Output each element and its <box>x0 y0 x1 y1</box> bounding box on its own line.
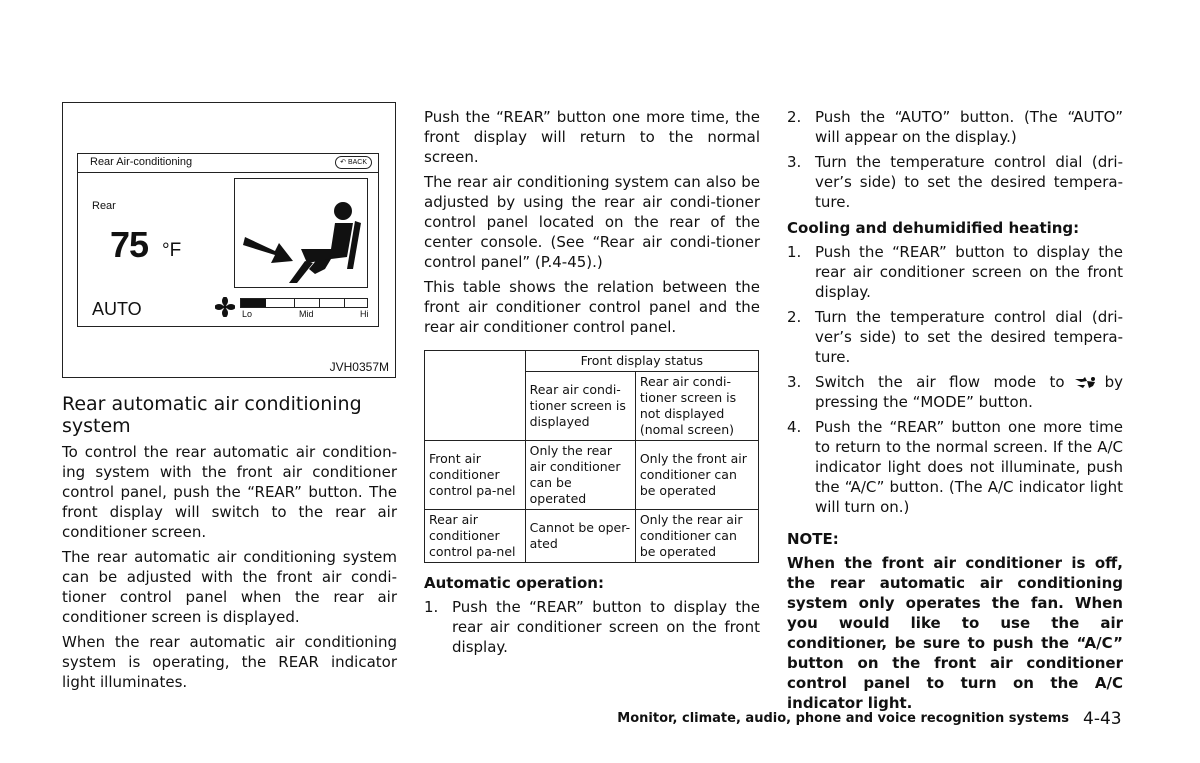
paragraph: To control the rear automatic air condition-ing system with the front air conditioner control panel, push the “REAR” button. The front display will switch to the rear air conditioner screen. <box>62 443 397 541</box>
seat-airflow-icon <box>235 179 366 286</box>
list-item <box>787 417 1123 517</box>
table-cell: Only the front air conditioner can be operated <box>635 441 758 510</box>
automatic-steps-continued <box>787 107 1123 212</box>
note-label: NOTE: <box>787 530 839 548</box>
rear-ac-screen-figure <box>62 102 396 378</box>
back-button <box>335 156 372 169</box>
list-item <box>787 152 1123 212</box>
column-1 <box>62 442 397 697</box>
paragraph: Push the “REAR” button one more time, the front display will return to the normal screen. <box>424 108 760 166</box>
step-text: Push the “REAR” button to display the rear air conditioner screen on the front display. <box>815 243 1123 301</box>
step-number: 4. <box>787 418 802 436</box>
rear-ac-display <box>77 153 379 327</box>
fan-low-label: Lo <box>242 309 253 319</box>
step-text-before: Switch the air flow mode to <box>815 373 1065 391</box>
control-relation-table <box>424 350 759 563</box>
table-row-header: Rear air conditioner control pa-nel <box>425 510 526 563</box>
step-number: 1. <box>787 243 802 261</box>
table-row-header: Front air conditioner control pa-nel <box>425 441 526 510</box>
figure-code: JVH0357M <box>329 360 389 374</box>
cooling-heading: Cooling and dehumidified heating: <box>787 219 1080 237</box>
auto-mode-label: AUTO <box>92 299 142 319</box>
step-text: Push the “REAR” button to display the rear air conditioner screen on the front display. <box>452 598 760 656</box>
step-number: 3. <box>787 153 802 171</box>
temperature-value: 75 <box>110 224 149 265</box>
column-2 <box>424 107 760 662</box>
table-corner-cell <box>425 351 526 441</box>
list-item <box>787 372 1123 412</box>
step-text: Push the “AUTO” button. (The “AUTO” will appear on the display.) <box>815 108 1123 146</box>
fan-mid-label: Mid <box>299 309 314 319</box>
paragraph: The rear air conditioning system can also be adjusted by using the rear air condi-tioner control panel located on the rear of the center console. (See “Rear air condi-tioner control panel” (P.4-45).) <box>424 173 760 271</box>
step-number: 2. <box>787 308 802 326</box>
table-group-header: Front display status <box>525 351 758 372</box>
fan-speed-bar <box>240 298 368 308</box>
page-number: 4-43 <box>1083 709 1122 729</box>
fan-speed-tick <box>344 299 345 307</box>
paragraph: This table shows the relation between the front air conditioner control panel and the rear air conditioner control panel. <box>424 278 760 336</box>
footer-title: Monitor, climate, audio, phone and voice recognition systems <box>617 711 1069 726</box>
fan-icon <box>215 297 235 317</box>
step-text-after: by pressing the “MODE” button. <box>815 373 1123 411</box>
list-item <box>787 242 1123 302</box>
back-label: BACK <box>347 159 367 166</box>
fan-speed-tick <box>319 299 320 307</box>
paragraph: When the rear automatic air conditioning system is operating, the REAR indicator light illuminates. <box>62 633 397 691</box>
list-item <box>787 307 1123 367</box>
table-cell: Only the rear air conditioner can be operated <box>525 441 635 510</box>
fan-high-label: Hi <box>360 309 369 319</box>
step-number: 1. <box>424 598 439 616</box>
column-3 <box>787 107 1123 713</box>
screen-title: Rear Air-conditioning <box>90 156 193 168</box>
automatic-steps-list <box>424 597 760 657</box>
table-row <box>425 510 759 563</box>
airflow-seat-display <box>234 178 368 288</box>
screen-divider <box>78 172 378 173</box>
step-text: Turn the temperature control dial (dri-ver’s side) to set the desired tempera-ture. <box>815 308 1123 366</box>
zone-label: Rear <box>92 200 116 212</box>
table-column-header: Rear air condi-tioner screen is displayed <box>525 372 635 441</box>
fan-speed-fill <box>241 299 266 307</box>
fan-speed-tick <box>294 299 295 307</box>
automatic-operation-heading: Automatic operation: <box>424 574 604 592</box>
table-cell: Cannot be oper-ated <box>525 510 635 563</box>
step-text: Turn the temperature control dial (dri-ver’s side) to set the desired tempera-ture. <box>815 153 1123 211</box>
table-column-header: Rear air condi-tioner screen is not displayed (nomal screen) <box>635 372 758 441</box>
note-text: When the front air conditioner is off, the rear automatic air conditioning system only operates the fan. When you would like to use the air conditioner, be sure to push the “A/C” button on the front air conditioner control panel to turn on the A/C indicator light. <box>787 554 1123 712</box>
step-number: 3. <box>787 373 802 391</box>
list-item <box>787 107 1123 147</box>
section-heading: Rear automatic air conditioning system <box>62 393 362 437</box>
foot-airflow-icon <box>1073 376 1097 390</box>
temperature-unit: °F <box>162 240 182 261</box>
step-number: 2. <box>787 108 802 126</box>
step-text: Push the “REAR” button one more time to return to the normal screen. If the A/C indicator light does not illuminate, push the “A/C” button. (The A/C indicator light will turn on.) <box>815 418 1123 516</box>
back-arrow-icon: ↶ <box>340 159 346 166</box>
table-cell: Only the rear air conditioner can be operated <box>635 510 758 563</box>
cooling-steps-list <box>787 242 1123 517</box>
paragraph: The rear automatic air conditioning system can be adjusted with the front air condi-tioner control panel when the rear air conditioner screen is displayed. <box>62 548 397 626</box>
list-item <box>424 597 760 657</box>
table-row <box>425 441 759 510</box>
